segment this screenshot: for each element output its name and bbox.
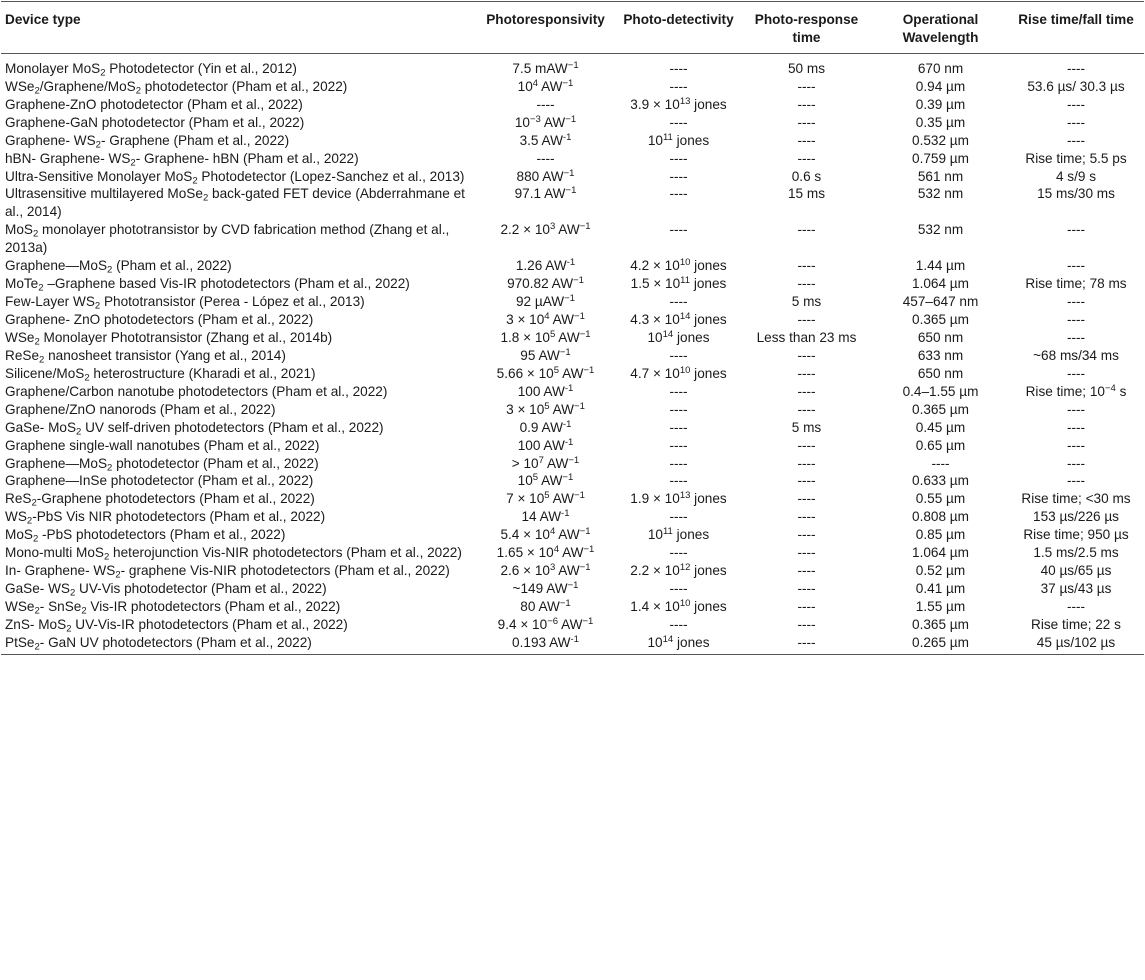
photo-response-time-cell: ---- [797,509,816,525]
photo-detectivity-cell: ---- [669,186,688,202]
rise-fall-time-cell: 37 µs/43 µs [1040,581,1112,597]
operational-wavelength-cell: 0.365 µm [912,401,969,417]
photo-detectivity-cell: $10^{11}$ jones [647,131,710,148]
operational-wavelength-cell: 532 nm [917,186,964,202]
device-type-cell: Graphene/Carbon nanotube photodetectors (Pham et al., 2022) [5,383,388,399]
operational-wavelength-cell: 457–647 nm [902,294,979,310]
device-type-cell: MoTe$_2$ –Graphene based Vis-IR photodetectors (Pham et al., 2022) [5,276,410,294]
rise-fall-time-cell: ---- [1066,222,1086,238]
photo-response-time-cell: ---- [797,401,816,417]
device-type-cell: In- Graphene- $WS_2-$ graphene Vis-NIR photodetectors (Pham et al., 2022) [5,563,450,581]
photo-detectivity-cell: $3.9 \times 10^{13}$ jones [630,95,727,112]
table-row [1,221,1144,257]
photo-detectivity-cell: $1.5 \times 10^{11}$ jones [630,274,727,292]
table-row [1,168,1144,186]
photo-response-time-cell: ---- [797,563,816,579]
table-row [1,490,1144,508]
photoresponsivity-cell: 880 $AW^{-1}$ [516,167,575,184]
photo-detectivity-cell: $4.3 \times 10^{14}$ jones [630,310,727,327]
photo-response-time-cell: ---- [797,599,816,614]
photo-detectivity-cell: ---- [669,60,688,76]
device-type-cell: Graphene- $WS_2-$ Graphene (Pham et al., 2022) [5,132,290,150]
device-type-cell: WSe$_2$ Monolayer Phototransistor (Zhang et al., 2014b) [5,329,333,348]
photo-detectivity-cell: ---- [669,473,688,489]
photo-response-time-cell: ---- [797,132,816,148]
photo-response-time-cell: ---- [797,437,816,453]
operational-wavelength-cell: 0.365 µm [912,616,969,632]
header-row [1,2,1144,54]
table-row [1,401,1144,419]
header-operational-wavelength: Operational Wavelength [873,2,1008,54]
photoresponsivity-cell: $1.65 \times 10^4$ $AW^{-1}$ [496,543,595,561]
photo-detectivity-cell: $10^{14}$ jones [647,328,710,345]
table-row [1,508,1144,526]
table-row [1,185,1144,221]
photo-response-time-cell: ---- [797,365,816,381]
photodetector-comparison-table [1,1,1144,655]
rise-fall-time-cell: ---- [1066,599,1086,614]
device-type-cell: Graphene—MoS$_2$ (Pham et al., 2022) [5,258,232,276]
photo-response-time-cell: ---- [797,616,816,632]
photo-detectivity-cell: ---- [669,437,688,453]
device-type-cell: WSe$_2$/Graphene/MoS$_2$ photodetector (Pham et al., 2022) [5,78,348,97]
operational-wavelength-cell: 0.94 µm [915,78,966,94]
operational-wavelength-cell: 633 nm [917,347,964,363]
photo-detectivity-cell: ---- [669,294,688,310]
photoresponsivity-cell: 80 $AW^{-1}$ [520,597,571,614]
table-row [1,419,1144,437]
photo-response-time-cell: 5 ms [791,294,822,310]
device-type-cell: Ultra-Sensitive Monolayer MoS$_2$ Photodetector (Lopez-Sanchez et al., 2013) [5,168,465,186]
photoresponsivity-cell: $1.8 \times 10^5$ $AW^{-1}$ [500,328,591,345]
photoresponsivity-cell: 95 $AW^{-1}$ [520,346,571,363]
device-type-cell: Silicene/MoS$_2$ heterostructure (Kharadi et al., 2021) [5,365,316,384]
table-header [1,2,1144,54]
photo-detectivity-cell: $4.7 \times 10^{10}$ jones [630,364,727,381]
operational-wavelength-cell: 0.265 µm [873,634,1008,654]
rise-fall-time-cell: ~68 ms/34 ms [1033,347,1119,363]
header-photo-detectivity: Photo-detectivity [617,2,740,54]
photo-response-time-cell: ---- [797,473,816,489]
photo-response-time-cell: Less than 23 ms [756,329,857,345]
rise-fall-time-cell: Rise time; 78 ms [1025,276,1127,292]
photo-response-time-cell: ---- [797,150,816,166]
rise-fall-time-cell: 40 µs/65 µs [1040,563,1112,579]
operational-wavelength-cell: 0.65 µm [915,437,966,453]
photoresponsivity-cell: 970.82 $AW^{-1}$ [507,274,584,292]
photo-response-time-cell: ---- [797,114,816,130]
photo-detectivity-cell: ---- [669,168,688,184]
photo-response-time-cell: ---- [797,276,816,292]
photoresponsivity-cell: 14 $AW^{-1}$ [521,508,570,525]
table-row [1,383,1144,401]
table-row [1,132,1144,150]
device-type-cell: Graphene-ZnO photodetector (Pham et al., 2022) [5,96,303,112]
photo-response-time-cell: 15 ms [787,186,826,202]
device-type-cell: Graphene- ZnO photodetectors (Pham et al., 2022) [5,312,314,327]
rise-fall-time-cell: 1.5 ms/2.5 ms [1033,545,1119,561]
rise-fall-time-cell: ---- [1066,437,1086,453]
table-row [1,562,1144,580]
photoresponsivity-cell: 97.1 $AW^{-1}$ [514,185,577,202]
operational-wavelength-cell: 1.064 µm [912,276,969,292]
device-type-cell: Monolayer MoS$_2$ Photodetector (Yin et al., 2012) [5,60,297,79]
rise-fall-time-cell: ---- [1066,329,1086,345]
table-row [1,311,1144,329]
rise-fall-time-cell: Rise time; 5.5 ps [1025,150,1127,166]
rise-fall-time-cell: ---- [1066,312,1086,327]
photo-response-time-cell: ---- [797,96,816,112]
rise-fall-time-cell: Rise time; 22 s [1031,616,1121,632]
operational-wavelength-cell: 0.365 µm [912,312,969,327]
photoresponsivity-cell: $10^5$ $AW^{-1}$ [517,472,574,489]
operational-wavelength-cell: 650 nm [917,365,964,381]
operational-wavelength-cell: 1.44 µm [915,258,966,274]
table-row [1,53,1144,77]
table-row [1,544,1144,562]
operational-wavelength-cell: 1.55 µm [915,599,966,614]
photoresponsivity-cell: 100 $AW^{-1}$ [517,382,574,399]
rise-fall-time-cell: ---- [1066,401,1086,417]
operational-wavelength-cell: 0.4–1.55 µm [902,383,979,399]
rise-fall-time-cell: 153 µs/226 µs [1033,509,1119,525]
photo-response-time-cell: ---- [797,455,816,471]
photo-detectivity-cell: ---- [669,509,688,525]
photoresponsivity-cell: 1.26 $AW^{-1}$ [515,256,576,274]
photoresponsivity-cell: $5.66 \times 10^5$ $AW^{-1}$ [496,364,595,381]
photoresponsivity-cell: $10^{-3}$ $AW^{-1}$ [514,113,577,130]
device-type-cell: Mono-multi MoS$_2$ heterojunction Vis-NIR photodetectors (Pham et al., 2022) [5,545,462,563]
photoresponsivity-cell: $5.4 \times 10^4$ $AW^{-1}$ [500,526,591,543]
photo-response-time-cell: ---- [797,581,816,597]
photo-detectivity-cell: $10^{11}$ jones [647,526,710,543]
photo-response-time-cell: 0.6 s [791,168,822,184]
photoresponsivity-cell: 0.9 $AW^{-1}$ [519,418,572,435]
rise-fall-time-cell: ---- [1066,473,1086,489]
photo-detectivity-cell: ---- [669,150,688,166]
rise-fall-time-cell: 4 s/9 s [1055,168,1097,184]
photoresponsivity-cell: 3.5 $AW^{-1}$ [519,131,572,148]
photoresponsivity-cell: $3 \times 10^4$ $AW^{-1}$ [506,310,585,327]
rise-fall-time-cell: Rise time; <30 ms [1021,491,1131,507]
operational-wavelength-cell: ---- [931,455,950,471]
device-type-cell: GaSe- $WS_2$ UV-Vis photodetector (Pham et al., 2022) [5,581,327,599]
rise-fall-time-cell: 15 ms/30 ms [1037,186,1115,202]
table-row [1,437,1144,455]
device-type-cell: ZnS- MoS$_2$ UV-Vis-IR photodetectors (Pham et al., 2022) [5,616,348,635]
photoresponsivity-cell: $3 \times 10^5$ $AW^{-1}$ [506,400,585,417]
photo-detectivity-cell: ---- [669,222,688,238]
device-type-cell: ReS$_2$-Graphene photodetectors (Pham et al., 2022) [5,491,315,509]
photo-detectivity-cell: ---- [669,419,688,435]
device-type-cell: $WS_2$-PbS Vis NIR photodetectors (Pham et al., 2022) [5,509,326,527]
photoresponsivity-cell: $2.6 \times 10^3$ $AW^{-1}$ [500,561,591,579]
table-body [1,53,1144,654]
table-row [1,275,1144,293]
photo-detectivity-cell: ---- [669,114,688,130]
photo-detectivity-cell: ---- [669,616,688,632]
photo-detectivity-cell: $1.4 \times 10^{10}$ jones [630,597,727,614]
rise-fall-time-cell: ---- [1066,60,1086,76]
photoresponsivity-cell: 92 µAW$^{-1}$ [516,292,575,310]
photo-response-time-cell: ---- [797,347,816,363]
device-type-cell: Few-Layer $WS_2$ Phototransistor (Perea - López et al., 2013) [5,294,365,312]
photoresponsivity-cell: $10^4$ $AW^{-1}$ [517,77,574,94]
photo-detectivity-cell: ---- [669,383,688,399]
device-type-cell: Graphene/ZnO nanorods (Pham et al., 2022) [5,401,276,417]
photo-response-time-cell: ---- [797,222,816,238]
table-row [1,347,1144,365]
photoresponsivity-cell: 100 $AW^{-1}$ [517,436,574,453]
photo-response-time-cell: ---- [797,545,816,561]
operational-wavelength-cell: 0.41 µm [915,581,966,597]
operational-wavelength-cell: 0.52 µm [915,563,966,579]
device-type-cell: Graphene—MoS$_2$ photodetector (Pham et al., 2022) [5,455,319,473]
operational-wavelength-cell: 0.45 µm [915,419,966,435]
rise-fall-time-cell: Rise time; 950 µs [1023,527,1129,543]
table-row [1,580,1144,598]
header-device-type: Device type [1,2,474,54]
operational-wavelength-cell: 1.064 µm [912,545,969,561]
table-row [1,293,1144,311]
device-type-cell: MoS$_2$ -PbS photodetectors (Pham et al., 2022) [5,527,286,545]
operational-wavelength-cell: 532 nm [917,222,964,238]
device-type-cell: Ultrasensitive multilayered MoSe$_2$ back-gated FET device (Abderrahmane et al., 2014) [5,186,465,220]
photo-response-time-cell: ---- [797,491,816,507]
rise-fall-time-cell: ---- [1066,419,1086,435]
rise-fall-time-cell: ---- [1066,294,1086,310]
device-type-cell: Graphene-GaN photodetector (Pham et al., 2022) [5,114,305,130]
table-row [1,472,1144,490]
table-row [1,634,1144,654]
photo-response-time-cell: ---- [797,383,816,399]
photo-response-time-cell: 50 ms [787,60,826,76]
photo-detectivity-cell: $10^{14}$ jones [617,634,740,654]
table-row [1,329,1144,347]
photo-detectivity-cell: $1.9 \times 10^{13}$ jones [630,490,727,507]
device-type-cell: Graphene single-wall nanotubes (Pham et al., 2022) [5,437,320,453]
operational-wavelength-cell: 0.532 µm [912,132,969,148]
header-rise-fall-time: Rise time/fall time [1008,2,1144,54]
device-type-cell: WSe$_2$- SnSe$_2$ Vis-IR photodetectors (Pham et al., 2022) [5,599,341,617]
operational-wavelength-cell: 670 nm [917,60,964,76]
rise-fall-time-cell: ---- [1066,114,1086,130]
photo-detectivity-cell: $2.2 \times 10^{12}$ jones [630,561,727,579]
device-type-cell: GaSe- MoS$_2$ UV self-driven photodetectors (Pham et al., 2022) [5,419,384,437]
photoresponsivity-cell: 0.193 $AW^{-1}$ [474,634,617,654]
table-row [1,526,1144,544]
device-type-cell: hBN- Graphene- $WS_2-$ Graphene- hBN (Pham et al., 2022) [5,150,359,168]
rise-fall-time-cell: ---- [1066,455,1086,471]
rise-fall-time-cell: 45 µs/102 µs [1008,634,1144,654]
photo-response-time-cell: ---- [797,258,816,274]
photo-response-time-cell: 5 ms [791,419,822,435]
photo-detectivity-cell: ---- [669,347,688,363]
photo-detectivity-cell: ---- [669,455,688,471]
photoresponsivity-cell: ~149 $AW^{-1}$ [512,579,579,597]
operational-wavelength-cell: 561 nm [917,168,964,184]
header-photo-response-time: Photo-response time [740,2,873,54]
photo-response-time-cell: ---- [797,527,816,543]
operational-wavelength-cell: 0.759 µm [912,150,969,166]
device-type-cell: ReSe$_2$ nanosheet transistor (Yang et al., 2014) [5,347,286,366]
photoresponsivity-cell: > $10^7$ $AW^{-1}$ [511,454,580,471]
table-row [1,598,1144,616]
device-type-cell: PtSe$_2$- GaN UV photodetectors (Pham et al., 2022) [1,634,474,654]
photoresponsivity-cell: 7.5 mAW$^{-1}$ [512,59,579,76]
photo-response-time-cell: ---- [797,312,816,327]
device-type-cell: MoS$_2$ monolayer phototransistor by CVD fabrication method (Zhang et al., 2013a) [5,222,450,256]
operational-wavelength-cell: 0.35 µm [915,114,966,130]
photoresponsivity-cell: ---- [536,150,555,166]
table-row [1,114,1144,132]
rise-fall-time-cell: ---- [1066,258,1086,274]
table-row [1,257,1144,275]
table-row [1,150,1144,168]
table-row [1,455,1144,473]
photo-detectivity-cell: $4.2 \times 10^{10}$ jones [630,256,727,274]
operational-wavelength-cell: 0.55 µm [915,491,966,507]
photo-detectivity-cell: ---- [669,545,688,561]
rise-fall-time-cell: ---- [1066,132,1086,148]
table-row [1,78,1144,96]
photoresponsivity-cell: ---- [536,96,555,112]
rise-fall-time-cell: Rise time; $10^{-4}$ s [1025,382,1127,399]
operational-wavelength-cell: 0.39 µm [915,96,966,112]
table-row [1,96,1144,114]
photo-detectivity-cell: ---- [669,78,688,94]
operational-wavelength-cell: 0.85 µm [915,527,966,543]
photoresponsivity-cell: $7 \times 10^5$ $AW^{-1}$ [506,490,585,507]
table-row [1,616,1144,634]
rise-fall-time-cell: ---- [1066,365,1086,381]
photoresponsivity-cell: $9.4 \times 10^{-6}$ $AW^{-1}$ [497,615,594,632]
table-row [1,365,1144,383]
header-photoresponsivity: Photoresponsivity [474,2,617,54]
photo-detectivity-cell: ---- [669,401,688,417]
operational-wavelength-cell: 0.808 µm [912,509,969,525]
photo-response-time-cell: ---- [797,78,816,94]
device-type-cell: Graphene—InSe photodetector (Pham et al., 2022) [5,473,314,489]
photo-response-time-cell: ---- [740,634,873,654]
operational-wavelength-cell: 0.633 µm [912,473,969,489]
rise-fall-time-cell: ---- [1066,96,1086,112]
photo-detectivity-cell: ---- [669,581,688,597]
operational-wavelength-cell: 650 nm [917,329,964,345]
photoresponsivity-cell: $2.2 \times 10^3$ $AW^{-1}$ [500,221,591,238]
rise-fall-time-cell: 53.6 µs/ 30.3 µs [1027,78,1125,94]
